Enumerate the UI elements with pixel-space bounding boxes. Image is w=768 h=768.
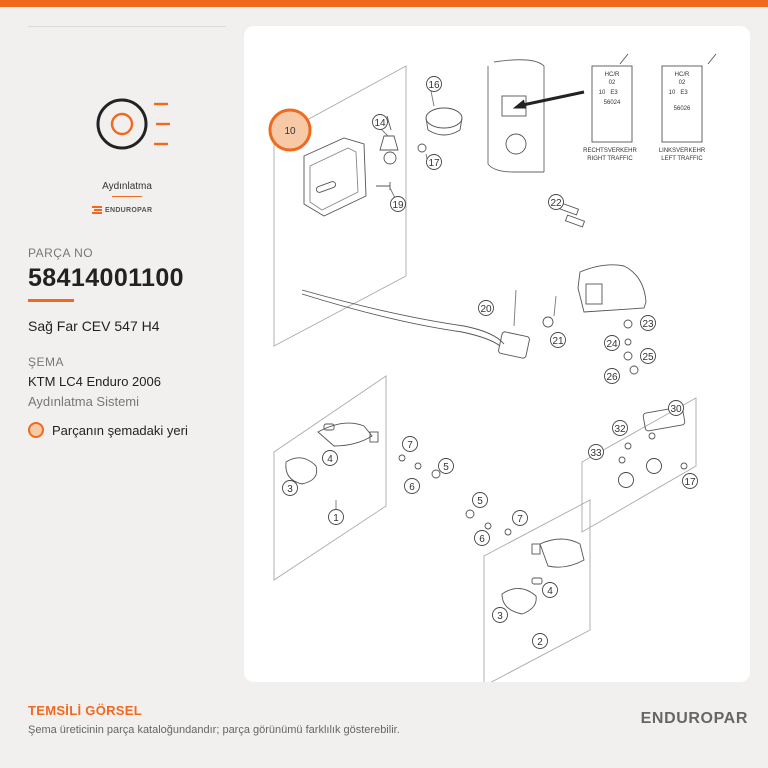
parts-diagram (244, 26, 750, 682)
part-number-underline (28, 299, 74, 302)
brand-small (92, 204, 172, 216)
label-right-approval: 56024 (603, 100, 621, 106)
brand-footer: ENDUROPAR (640, 710, 748, 727)
callout-14: 14 (374, 118, 386, 129)
label-left-mark: E3 (680, 90, 688, 96)
callout-5: 5 (443, 462, 449, 473)
callout-4b: 4 (547, 586, 553, 597)
callout-21: 21 (552, 336, 564, 347)
callout-3: 3 (287, 484, 293, 495)
callout-10: 10 (284, 126, 296, 137)
callout-26: 26 (606, 372, 618, 383)
callout-20: 20 (480, 304, 492, 315)
callout-6b: 6 (479, 534, 485, 545)
label-left-caption2: LEFT TRAFFIC (661, 156, 703, 162)
callout-1: 1 (333, 513, 339, 524)
label-right-code: HC/R (604, 72, 620, 78)
part-number-label: PARÇA NO (28, 246, 94, 260)
part-name: Sağ Far CEV 547 H4 (28, 318, 160, 334)
callout-3b: 3 (497, 611, 503, 622)
highlight-marker-icon (28, 422, 44, 438)
label-right-num2: 10 (598, 90, 606, 96)
schema-system: Aydınlatma Sistemi (28, 394, 140, 409)
callout-19: 19 (392, 200, 404, 211)
callout-7b: 7 (517, 514, 523, 525)
callout-32: 32 (614, 424, 626, 435)
brand-logo-icon (92, 206, 102, 214)
callout-5b: 5 (477, 496, 483, 507)
part-number: 58414001100 (28, 264, 184, 292)
label-right-caption2: RIGHT TRAFFIC (587, 156, 633, 162)
callout-2: 2 (537, 637, 543, 648)
callout-7: 7 (407, 440, 413, 451)
callout-16: 16 (428, 80, 440, 91)
label-left-approval: 56026 (673, 106, 691, 112)
callout-17b: 17 (684, 477, 696, 488)
headlight-icon (90, 98, 170, 154)
callout-17: 17 (428, 158, 440, 169)
callout-24: 24 (606, 339, 618, 350)
category-underline (112, 196, 142, 197)
callout-23: 23 (642, 319, 654, 330)
representative-note: Şema üreticinin parça kataloğundandır; parça görünümü farklılık gösterebilir. (28, 724, 400, 736)
legend-text: Parçanın şemadaki yeri (52, 422, 188, 438)
label-left-num2: 10 (668, 90, 676, 96)
callout-33: 33 (590, 448, 602, 459)
callout-25: 25 (642, 352, 654, 363)
category-label: Aydınlatma (102, 181, 152, 192)
label-left-caption1: LINKSVERKEHR (658, 148, 706, 154)
callout-30: 30 (670, 404, 682, 415)
label-right-num1: 02 (608, 80, 616, 86)
schema-label: ŞEMA (28, 355, 65, 369)
label-right-mark: E3 (610, 90, 618, 96)
top-accent-bar (0, 0, 768, 7)
callout-22: 22 (550, 198, 562, 209)
diagram-card (244, 26, 750, 682)
brand-small-text: ENDUROPAR (105, 206, 153, 214)
callout-6: 6 (409, 482, 415, 493)
label-left-code: HC/R (674, 72, 690, 78)
divider (28, 26, 226, 27)
representative-title: TEMSİLİ GÖRSEL (28, 703, 142, 718)
label-left-num1: 02 (678, 80, 686, 86)
label-right-caption1: RECHTSVERKEHR (583, 148, 637, 154)
schema-model: KTM LC4 Enduro 2006 (28, 374, 161, 389)
callout-4: 4 (327, 454, 333, 465)
legend (28, 422, 188, 438)
